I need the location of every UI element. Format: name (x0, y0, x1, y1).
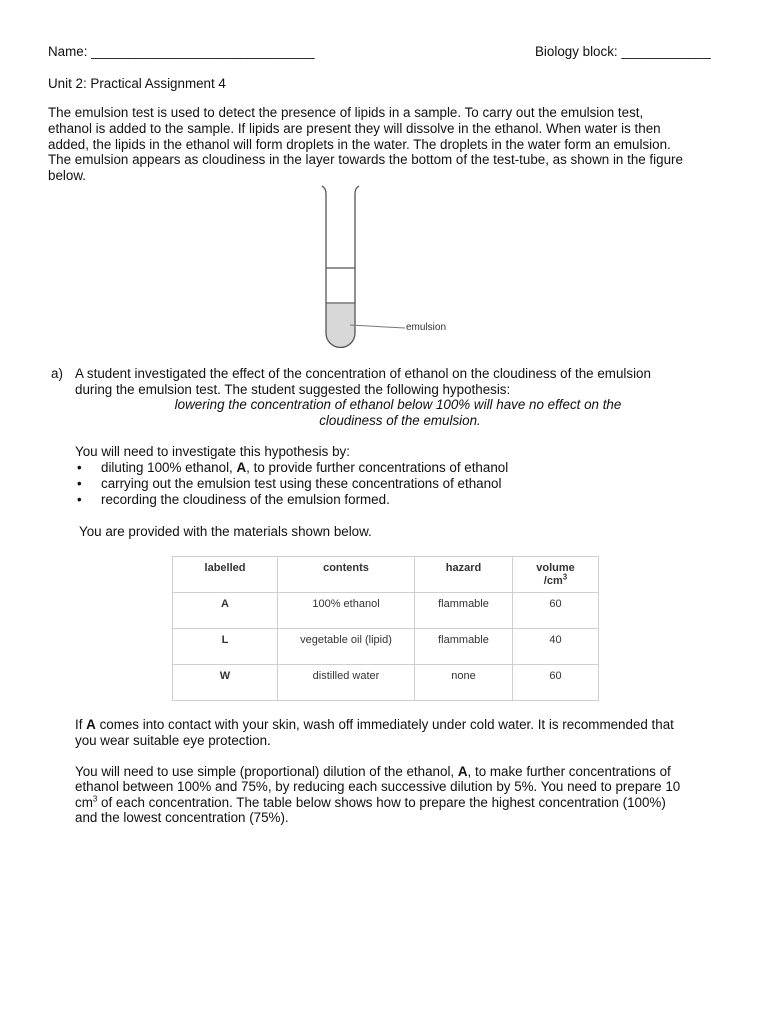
name-field-label: Name: ______________________________ (48, 44, 315, 59)
materials-table (172, 556, 599, 701)
bullet-icon: • (77, 492, 82, 507)
table-row: A 100% ethanol flammable 60 (173, 593, 599, 629)
hypothesis-text: cloudiness of the emulsion. (319, 413, 481, 428)
table-row: W distilled water none 60 (173, 665, 599, 701)
bullet-icon: • (77, 460, 82, 475)
dilution-text: and the lowest concentration (75%). (75, 810, 289, 825)
hypothesis-text: lowering the concentration of ethanol below 100% will have no effect on the (174, 397, 622, 412)
bullet-item: • carrying out the emulsion test using these concentrations of ethanol (77, 476, 502, 491)
header-labelled: labelled (173, 557, 278, 593)
intro-line: The emulsion test is used to detect the presence of lipids in a sample. To carry out the emulsion test, (48, 105, 644, 120)
safety-text: If A comes into contact with your skin, wash off immediately under cold water. It is recommended that (75, 717, 674, 732)
dilution-text: You will need to use simple (proportional) dilution of the ethanol, A, to make further concentrations of (75, 764, 671, 779)
part-a-text: during the emulsion test. The student suggested the following hypothesis: (75, 382, 511, 397)
dilution-text: ethanol between 100% and 75%, by reducing each successive dilution by 5%. You need to prepare 10 (75, 779, 681, 794)
test-tube-figure (300, 180, 480, 360)
intro-line: ethanol is added to the sample. If lipids are present they will dissolve in the ethanol. When water is then (48, 121, 661, 136)
intro-line: below. (48, 168, 86, 183)
safety-text: you wear suitable eye protection. (75, 733, 271, 748)
bullet-item: • recording the cloudiness of the emulsion formed. (77, 492, 390, 507)
table-row: L vegetable oil (lipid) flammable 40 (173, 629, 599, 665)
part-a-text: A student investigated the effect of the concentration of ethanol on the cloudiness of the emulsion (75, 366, 651, 381)
header-hazard: hazard (415, 557, 513, 593)
emulsion-layer (326, 304, 355, 348)
assignment-title: Unit 2: Practical Assignment 4 (48, 76, 226, 91)
intro-line: The emulsion appears as cloudiness in the layer towards the bottom of the test-tube, as shown in the figure (48, 152, 683, 167)
materials-intro: You are provided with the materials shown below. (79, 524, 372, 539)
biology-block-field-label: Biology block: ____________ (535, 44, 711, 59)
bullet-icon: • (77, 476, 82, 491)
investigate-intro: You will need to investigate this hypothesis by: (75, 444, 350, 459)
table-header-row (173, 557, 599, 593)
intro-line: added, the lipids in the ethanol will form droplets in the water. The droplets in the water form an emulsion. (48, 137, 671, 152)
header-contents: contents (278, 557, 415, 593)
part-a-marker: a) (51, 366, 63, 381)
emulsion-label: emulsion (406, 322, 447, 333)
header-volume: volume $/cm^3$ (513, 557, 599, 593)
dilution-text: $cm^3$ of each concentration. The table below shows how to prepare the highest concentration (100%) (75, 794, 666, 810)
bullet-item: • diluting 100% ethanol, A, to provide further concentrations of ethanol (77, 460, 509, 475)
